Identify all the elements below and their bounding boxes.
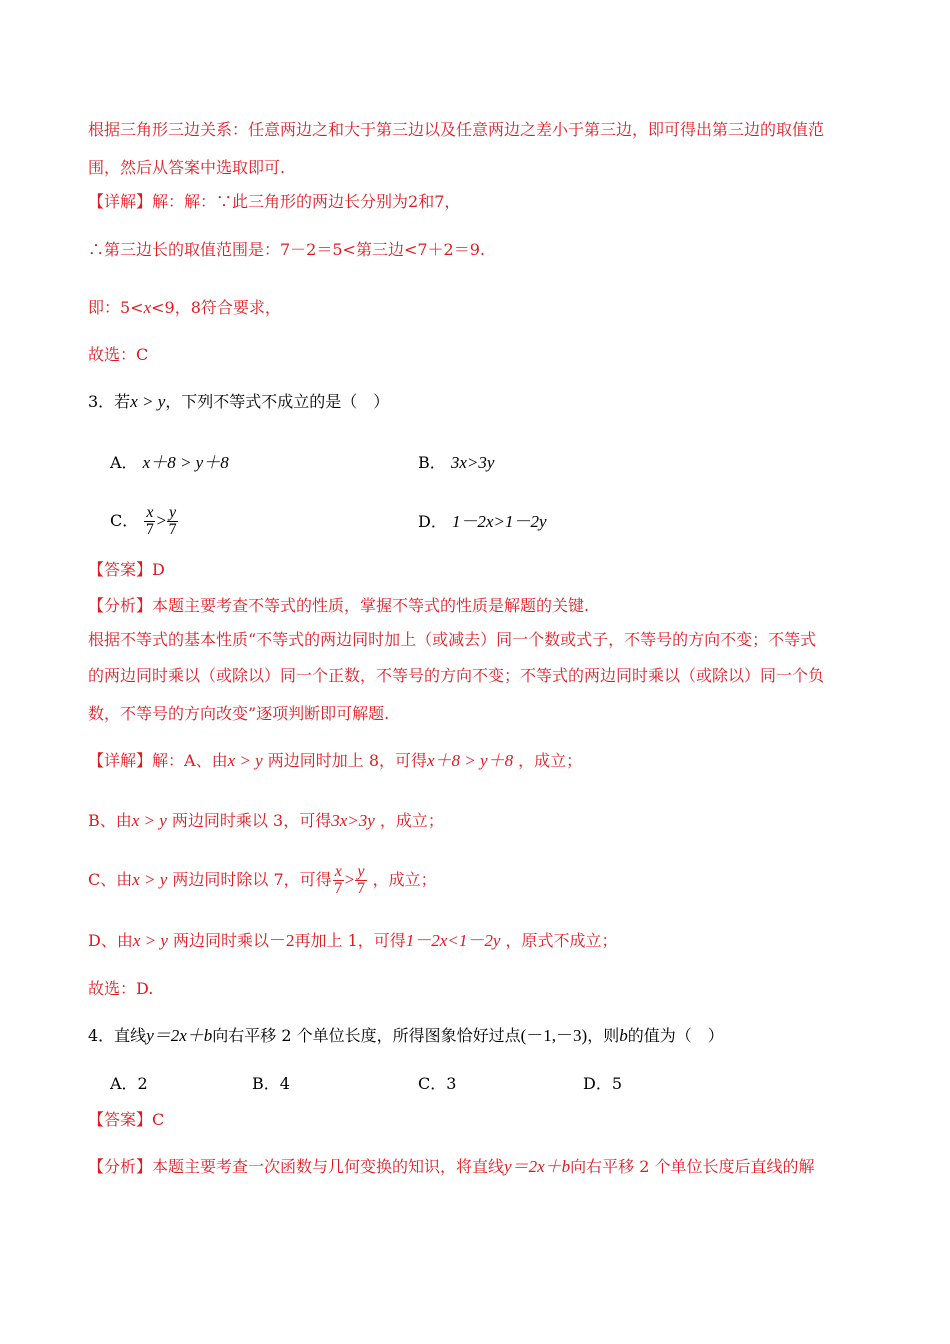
q2-choice: 故选：C <box>88 345 149 364</box>
q3-detail-d: D、由x > y 两边同时乘以－2再加上 1，可得1－2x<1－2y ，原式不成立； <box>88 931 618 950</box>
q3-option-a: A． x＋8 > y＋8 <box>110 453 229 472</box>
fraction: $\frac{x}{7}$ <box>334 863 343 897</box>
q3-detail-a: 【详解】解：A、由x > y 两边同时加上 8，可得x＋8 > y＋8 ，成立； <box>88 751 583 770</box>
q4-option-a: A．2 <box>110 1074 148 1093</box>
detail-tag: 【详解】 <box>88 192 153 211</box>
q3-analysis-4: 数，不等号的方向改变”逐项判断即可解题. <box>88 704 390 723</box>
q3-detail-b: B、由x > y 两边同时乘以 3，可得3x>3y ，成立； <box>88 811 444 830</box>
q3-analysis-1: 【分析】本题主要考查不等式的性质，掌握不等式的性质是解题的关键. <box>88 596 590 615</box>
q4-stem: 4．直线y＝2x＋b向右平移 2 个单位长度，所得图象恰好过点(－1,－3)，则b的值为（ ） <box>88 1026 724 1045</box>
q4-analysis: 【分析】本题主要考查一次函数与几何变换的知识，将直线y＝2x＋b向右平移 2 个单位长度后直线的解 <box>88 1157 815 1176</box>
fraction: $\frac{y}{7}$ <box>168 504 177 538</box>
q4-answer: 【答案】C <box>88 1110 165 1129</box>
q3-detail-c: C、由x > y 两边同时除以 7，可得 $\frac{x}{7}$ > $\frac{y}{7}$ ，成立； <box>88 863 437 897</box>
q3-choice: 故选：D. <box>88 979 154 998</box>
q3-option-b: B． 3x>3y <box>418 453 495 472</box>
q3-answer: 【答案】D <box>88 560 165 579</box>
q2-detail-line-2: ∴第三边长的取值范围是：7－2＝5<第三边<7＋2＝9. <box>88 240 485 259</box>
q3-analysis-3: 的两边同时乘以（或除以）同一个正数，不等号的方向不变；不等式的两边同时乘以（或除以）同一个负 <box>88 666 825 685</box>
analysis-line-2: 围，然后从答案中选取即可. <box>88 158 286 177</box>
q2-detail-line-1 <box>88 192 460 212</box>
fraction: $\frac{y}{7}$ <box>356 863 365 897</box>
q4-option-d: D．5 <box>583 1074 623 1093</box>
q4-option-c: C．3 <box>418 1074 457 1093</box>
q3-stem: 3．若x > y，下列不等式不成立的是（ ） <box>88 392 390 411</box>
q4-option-b: B．4 <box>252 1074 290 1093</box>
detail-text: 解：解：∵此三角形的两边长分别为2和7， <box>152 192 461 211</box>
q2-detail-line-3: 即：5<x<9，8符合要求， <box>88 298 281 317</box>
q3-option-d: D． 1－2x>1－2y <box>418 512 547 531</box>
q3-analysis-2: 根据不等式的基本性质“不等式的两边同时加上（或减去）同一个数或式子，不等号的方向不变；不等式 <box>88 630 817 649</box>
analysis-line-1: 根据三角形三边关系：任意两边之和大于第三边以及任意两边之差小于第三边，即可得出第三边的取值范 <box>88 120 825 139</box>
fraction: $\frac{x}{7}$ <box>145 504 154 538</box>
q3-option-c: C． $\frac{x}{7}$ > $\frac{y}{7}$ <box>110 504 177 538</box>
